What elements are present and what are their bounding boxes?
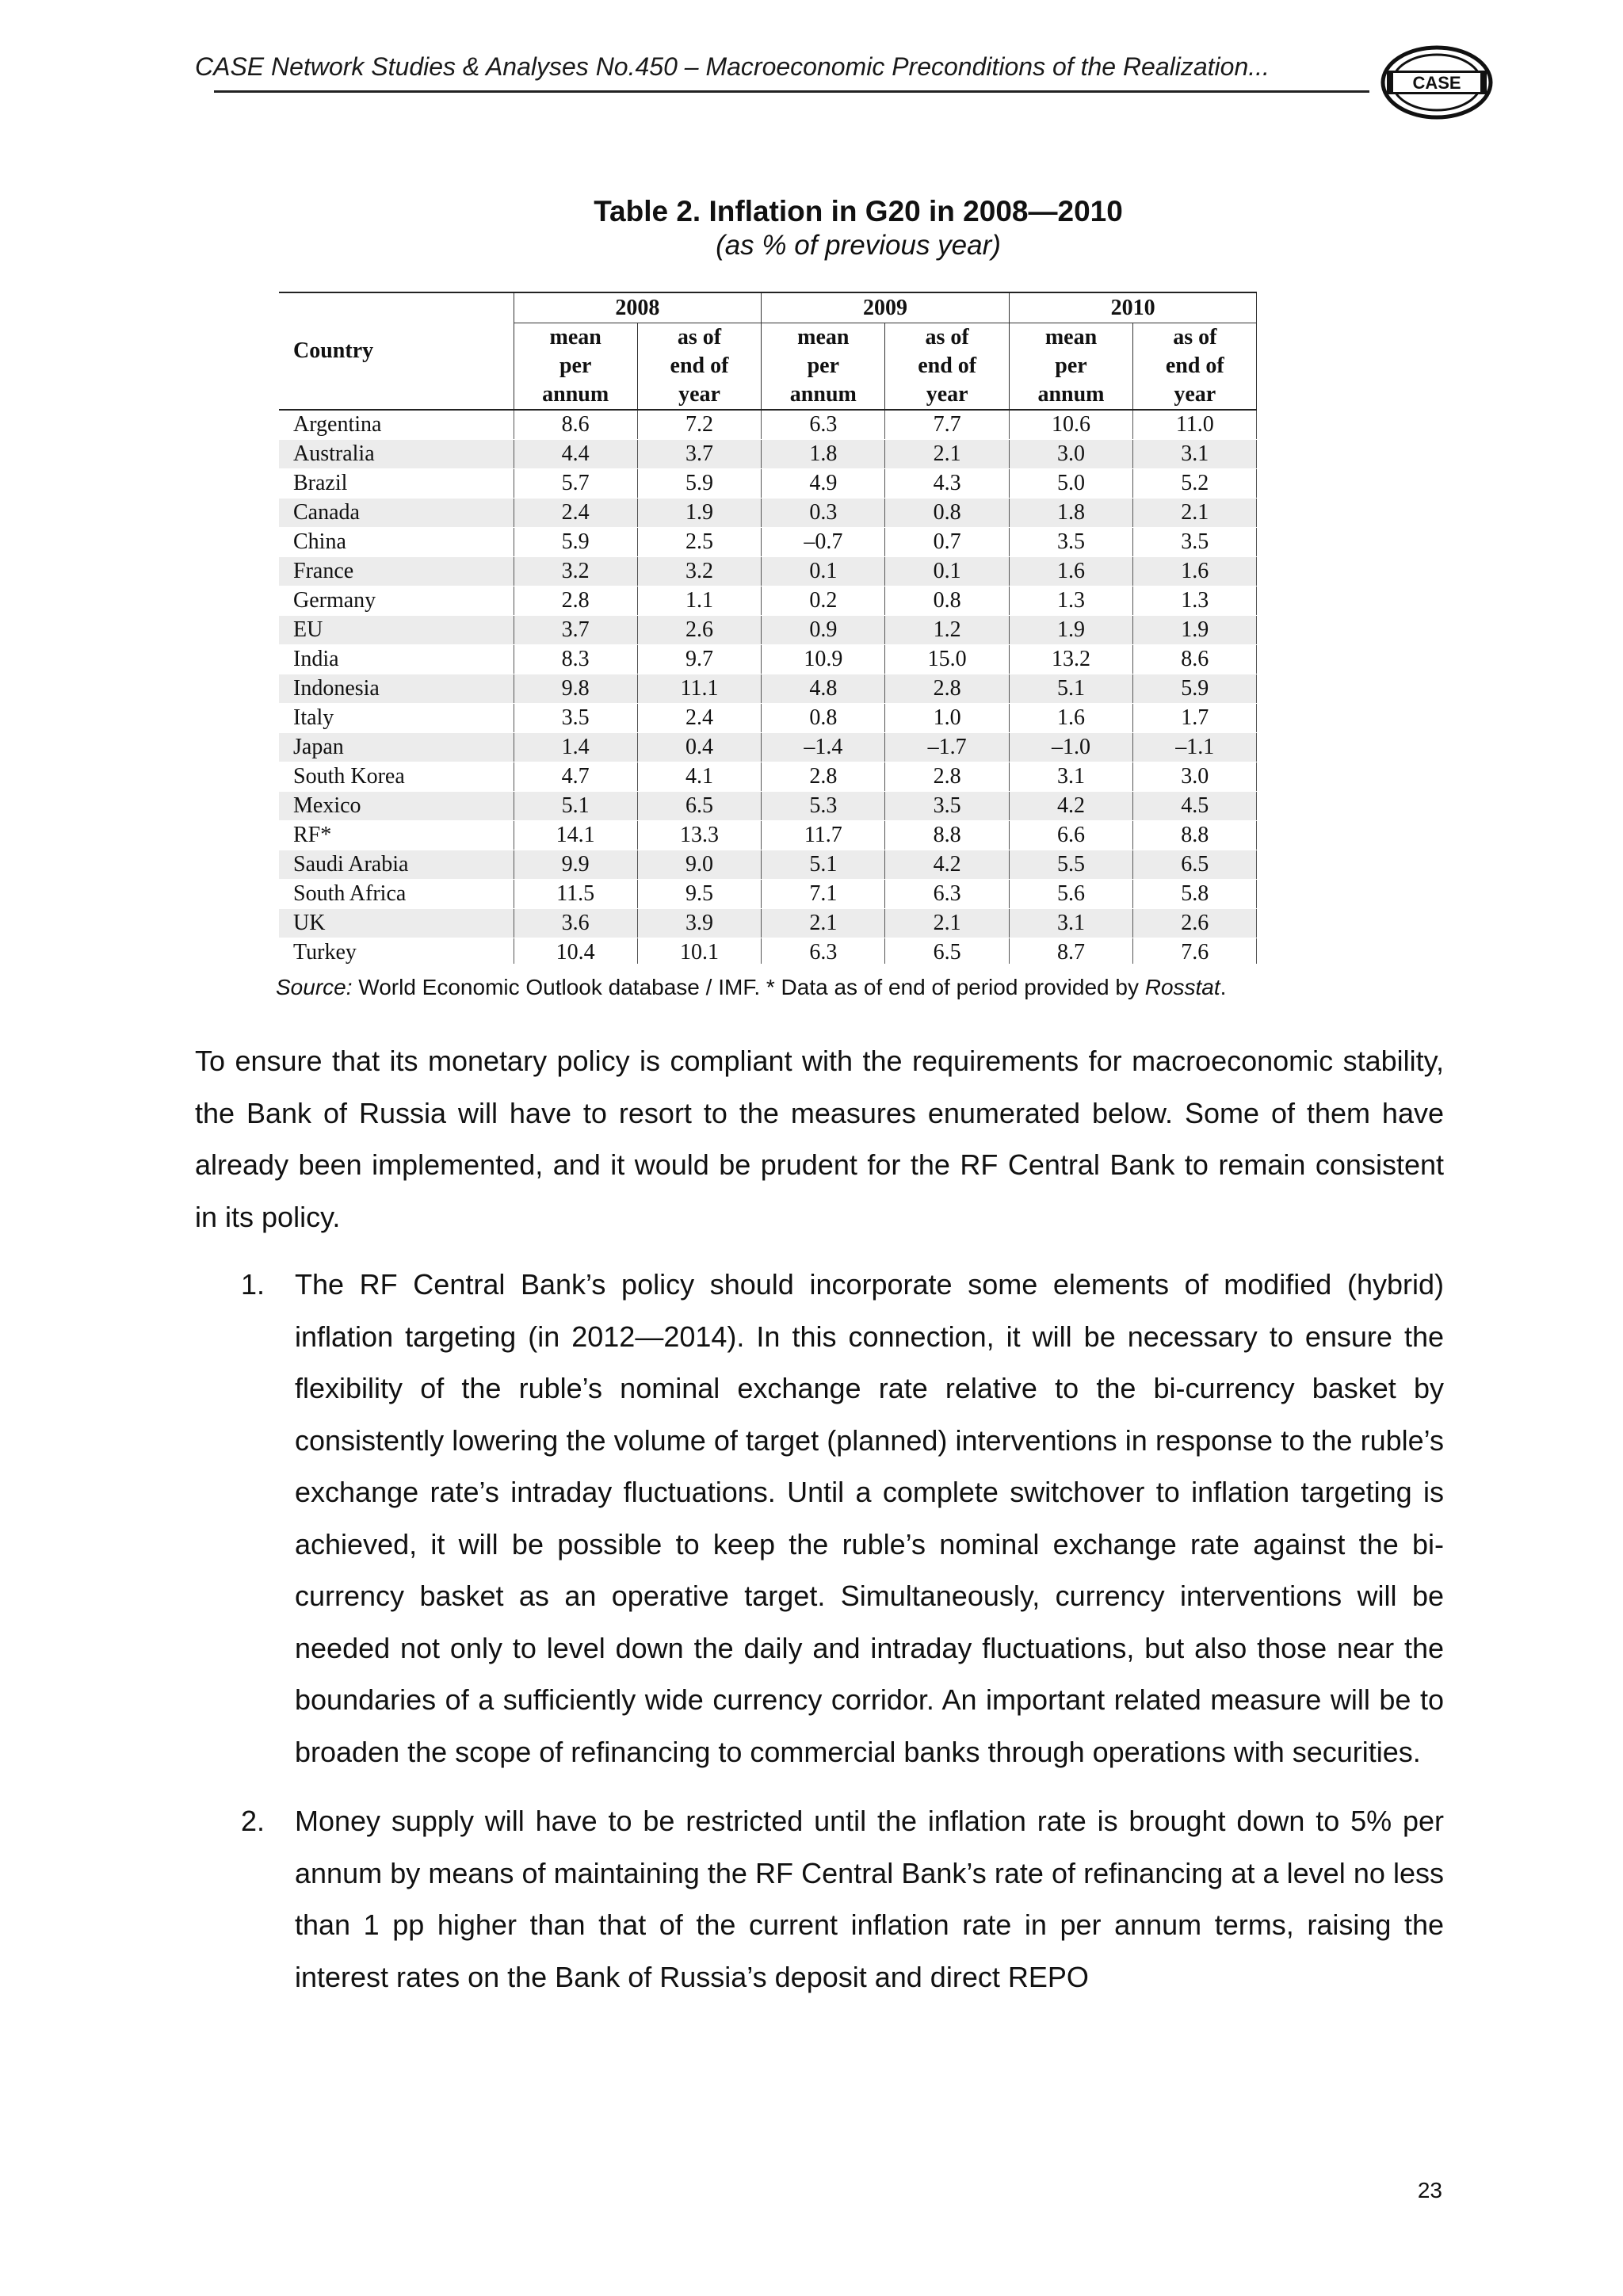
sub-header-line: end of	[1165, 353, 1224, 378]
value-cell: 10.6	[1009, 410, 1132, 440]
value-cell: –1.7	[885, 733, 1009, 762]
value-cell: 2.4	[514, 499, 637, 528]
value-cell: 1.2	[885, 616, 1009, 645]
table-row	[279, 762, 1257, 792]
year-header: 2010	[1009, 292, 1257, 323]
sub-header	[514, 323, 637, 411]
country-cell: Brazil	[279, 469, 514, 499]
value-cell: 3.5	[1009, 528, 1132, 557]
source-rosstat: Rosstat	[1144, 975, 1220, 999]
country-cell: Germany	[279, 586, 514, 616]
value-cell: 13.3	[637, 821, 761, 850]
sub-header-line: annum	[542, 382, 609, 407]
year-header: 2009	[762, 292, 1010, 323]
value-cell: 7.7	[885, 410, 1009, 440]
value-cell: 8.7	[1009, 938, 1132, 965]
country-cell: South Korea	[279, 762, 514, 792]
table-row	[279, 586, 1257, 616]
country-cell: UK	[279, 909, 514, 938]
value-cell: 1.9	[1009, 616, 1132, 645]
value-cell: 9.9	[514, 850, 637, 880]
sub-header	[762, 323, 885, 411]
value-cell: 8.6	[514, 410, 637, 440]
list-number: 1.	[241, 1268, 265, 1301]
table-row	[279, 499, 1257, 528]
value-cell: 0.1	[762, 557, 885, 586]
value-cell: 2.8	[885, 674, 1009, 704]
case-logo	[1381, 44, 1493, 120]
value-cell: 15.0	[885, 645, 1009, 674]
table-source-note	[276, 975, 1385, 1000]
value-cell: 5.3	[762, 792, 885, 821]
table-row	[279, 674, 1257, 704]
value-cell: 0.3	[762, 499, 885, 528]
country-cell: Turkey	[279, 938, 514, 965]
running-header: CASE Network Studies & Analyses No.450 – Macroeconomic Preconditions of the Realization...	[195, 52, 1270, 81]
sub-header	[885, 323, 1009, 411]
value-cell: 3.1	[1009, 909, 1132, 938]
value-cell: 5.6	[1009, 880, 1132, 909]
country-cell: Argentina	[279, 410, 514, 440]
table-row	[279, 704, 1257, 733]
country-cell: EU	[279, 616, 514, 645]
value-cell: 1.4	[514, 733, 637, 762]
country-cell: South Africa	[279, 880, 514, 909]
value-cell: 6.3	[885, 880, 1009, 909]
header-rule	[214, 90, 1369, 93]
sub-header	[1133, 323, 1257, 411]
value-cell: 8.8	[1133, 821, 1257, 850]
value-cell: 5.1	[762, 850, 885, 880]
value-cell: 3.9	[637, 909, 761, 938]
year-header: 2008	[514, 292, 762, 323]
value-cell: 1.0	[885, 704, 1009, 733]
table-row	[279, 792, 1257, 821]
value-cell: 5.2	[1133, 469, 1257, 499]
table-row	[279, 469, 1257, 499]
sub-header-line: per	[1055, 353, 1087, 378]
value-cell: 11.5	[514, 880, 637, 909]
table-row	[279, 645, 1257, 674]
inflation-table	[279, 292, 1257, 964]
list-number: 2.	[241, 1805, 265, 1837]
sub-header-line: year	[678, 382, 720, 407]
value-cell: 8.8	[885, 821, 1009, 850]
value-cell: 2.6	[1133, 909, 1257, 938]
value-cell: 4.7	[514, 762, 637, 792]
value-cell: 2.8	[885, 762, 1009, 792]
country-cell: India	[279, 645, 514, 674]
country-cell: Saudi Arabia	[279, 850, 514, 880]
value-cell: 9.7	[637, 645, 761, 674]
value-cell: 5.9	[637, 469, 761, 499]
value-cell: 1.3	[1009, 586, 1132, 616]
value-cell: –1.1	[1133, 733, 1257, 762]
value-cell: 6.3	[762, 410, 885, 440]
numbered-list	[195, 1259, 1444, 2020]
inflation-table-wrapper	[279, 292, 1257, 964]
value-cell: 5.9	[1133, 674, 1257, 704]
value-cell: 7.1	[762, 880, 885, 909]
sub-header-line: per	[807, 353, 840, 378]
table-row	[279, 440, 1257, 469]
value-cell: 6.3	[762, 938, 885, 965]
value-cell: 9.0	[637, 850, 761, 880]
value-cell: 4.1	[637, 762, 761, 792]
value-cell: 4.2	[1009, 792, 1132, 821]
value-cell: 3.0	[1133, 762, 1257, 792]
value-cell: 5.0	[1009, 469, 1132, 499]
country-cell: Australia	[279, 440, 514, 469]
value-cell: 2.4	[637, 704, 761, 733]
country-cell: RF*	[279, 821, 514, 850]
table-title: Table 2. Inflation in G20 in 2008—2010	[594, 195, 1123, 227]
table-row	[279, 557, 1257, 586]
table-row	[279, 938, 1257, 965]
sub-header-line: annum	[1037, 382, 1105, 407]
value-cell: 6.5	[637, 792, 761, 821]
source-label: Source:	[276, 975, 353, 999]
table-row	[279, 850, 1257, 880]
value-cell: 3.0	[1009, 440, 1132, 469]
value-cell: 8.6	[1133, 645, 1257, 674]
country-cell: China	[279, 528, 514, 557]
country-cell: Japan	[279, 733, 514, 762]
country-cell: Indonesia	[279, 674, 514, 704]
value-cell: 4.4	[514, 440, 637, 469]
value-cell: 3.7	[637, 440, 761, 469]
country-cell: Italy	[279, 704, 514, 733]
value-cell: 1.9	[1133, 616, 1257, 645]
value-cell: 2.8	[514, 586, 637, 616]
value-cell: 3.5	[514, 704, 637, 733]
table-row	[279, 410, 1257, 440]
value-cell: –1.0	[1009, 733, 1132, 762]
value-cell: 0.8	[762, 704, 885, 733]
value-cell: 7.6	[1133, 938, 1257, 965]
value-cell: 10.4	[514, 938, 637, 965]
value-cell: 6.6	[1009, 821, 1132, 850]
sub-header-line: mean	[1044, 325, 1098, 350]
value-cell: 2.1	[762, 909, 885, 938]
list-text: The RF Central Bank’s policy should incorporate some elements of modified (hybrid) inflation targeting (in 2012—2014). In this connection, it will be necessary to ensure the flexibility of the ruble’s nominal exchange rate relative to the bi-currency basket by consistently lowering the volume of target (planned) interventions in response to the ruble’s exchange rate’s intraday fluctuations. Until a complete switchover to inflation targeting is achieved, it will be possible to keep the ruble’s nominal exchange rate against the bi-currency basket as an operative target. Simultaneously, currency interventions will be needed not only to level down the daily and intraday fluctuations, but also those near the boundaries of a sufficiently wide currency corridor. An important related measure will be to broaden the scope of refinancing to commercial banks through operations with securities.	[295, 1268, 1444, 1768]
sub-header-line: mean	[549, 325, 601, 350]
sub-header-line: year	[926, 382, 968, 407]
table-row	[279, 733, 1257, 762]
value-cell: 5.8	[1133, 880, 1257, 909]
value-cell: 3.7	[514, 616, 637, 645]
value-cell: 6.5	[1133, 850, 1257, 880]
value-cell: 1.8	[1009, 499, 1132, 528]
value-cell: –0.7	[762, 528, 885, 557]
list-item	[195, 1259, 1444, 1778]
table-row	[279, 528, 1257, 557]
value-cell: 5.5	[1009, 850, 1132, 880]
value-cell: 0.4	[637, 733, 761, 762]
value-cell: 10.1	[637, 938, 761, 965]
value-cell: 1.3	[1133, 586, 1257, 616]
value-cell: 0.9	[762, 616, 885, 645]
source-text: World Economic Outlook database / IMF. * Data as of end of period provided by	[352, 975, 1145, 999]
sub-header-line: per	[559, 353, 592, 378]
source-end: .	[1220, 975, 1227, 999]
sub-header-line: year	[1174, 382, 1216, 407]
value-cell: 0.7	[885, 528, 1009, 557]
value-cell: 5.9	[514, 528, 637, 557]
value-cell: 1.6	[1009, 704, 1132, 733]
value-cell: 2.1	[885, 909, 1009, 938]
sub-header-line: as of	[925, 325, 969, 350]
country-cell: Canada	[279, 499, 514, 528]
value-cell: 1.1	[637, 586, 761, 616]
sub-header-line: as of	[1173, 325, 1217, 350]
table-row	[279, 880, 1257, 909]
value-cell: 5.7	[514, 469, 637, 499]
value-cell: 6.5	[885, 938, 1009, 965]
country-cell: Mexico	[279, 792, 514, 821]
value-cell: 2.1	[885, 440, 1009, 469]
table-row	[279, 821, 1257, 850]
value-cell: 4.3	[885, 469, 1009, 499]
value-cell: 3.5	[1133, 528, 1257, 557]
value-cell: 3.1	[1133, 440, 1257, 469]
value-cell: 14.1	[514, 821, 637, 850]
value-cell: –1.4	[762, 733, 885, 762]
sub-header	[1009, 323, 1132, 411]
value-cell: 0.8	[885, 586, 1009, 616]
value-cell: 9.8	[514, 674, 637, 704]
value-cell: 11.0	[1133, 410, 1257, 440]
value-cell: 10.9	[762, 645, 885, 674]
sub-header-line: as of	[677, 325, 722, 350]
value-cell: 5.1	[514, 792, 637, 821]
value-cell: 8.3	[514, 645, 637, 674]
value-cell: 1.9	[637, 499, 761, 528]
value-cell: 0.2	[762, 586, 885, 616]
value-cell: 1.6	[1133, 557, 1257, 586]
country-column-header: Country	[279, 292, 514, 410]
value-cell: 0.8	[885, 499, 1009, 528]
sub-header-line: end of	[918, 353, 977, 378]
value-cell: 7.2	[637, 410, 761, 440]
value-cell: 2.5	[637, 528, 761, 557]
value-cell: 4.2	[885, 850, 1009, 880]
value-cell: 5.1	[1009, 674, 1132, 704]
value-cell: 3.1	[1009, 762, 1132, 792]
table-row	[279, 616, 1257, 645]
value-cell: 0.1	[885, 557, 1009, 586]
value-cell: 4.5	[1133, 792, 1257, 821]
value-cell: 3.5	[885, 792, 1009, 821]
value-cell: 4.9	[762, 469, 885, 499]
value-cell: 3.2	[637, 557, 761, 586]
value-cell: 1.6	[1009, 557, 1132, 586]
value-cell: 13.2	[1009, 645, 1132, 674]
value-cell: 9.5	[637, 880, 761, 909]
sub-header-line: end of	[670, 353, 729, 378]
sub-header-line: mean	[797, 325, 850, 350]
sub-header	[637, 323, 761, 411]
country-cell: France	[279, 557, 514, 586]
table-subtitle: (as % of previous year)	[716, 230, 1001, 261]
value-cell: 3.6	[514, 909, 637, 938]
value-cell: 11.1	[637, 674, 761, 704]
sub-header-line: annum	[789, 382, 857, 407]
logo-text: CASE	[1412, 73, 1461, 93]
value-cell: 2.6	[637, 616, 761, 645]
page-number: 23	[1417, 2178, 1442, 2202]
value-cell: 2.1	[1133, 499, 1257, 528]
value-cell: 2.8	[762, 762, 885, 792]
value-cell: 3.2	[514, 557, 637, 586]
value-cell: 1.8	[762, 440, 885, 469]
list-text: Money supply will have to be restricted until the inflation rate is brought down to 5% per annum by means of maintaining the RF Central Bank’s rate of refinancing at a level no less than 1 pp higher than that of the current inflation rate in per annum terms, raising the interest rates on the Bank of Russia’s deposit and direct REPO	[295, 1805, 1444, 1993]
value-cell: 4.8	[762, 674, 885, 704]
body-paragraph: To ensure that its monetary policy is compliant with the requirements for macroeconomic stability, the Bank of Russia will have to resort to the measures enumerated below. Some of them have already been implemented, and it would be prudent for the RF Central Bank to remain consistent in its policy.	[195, 1045, 1444, 1233]
list-item	[195, 1795, 1444, 2003]
value-cell: 1.7	[1133, 704, 1257, 733]
value-cell: 11.7	[762, 821, 885, 850]
table-row	[279, 909, 1257, 938]
